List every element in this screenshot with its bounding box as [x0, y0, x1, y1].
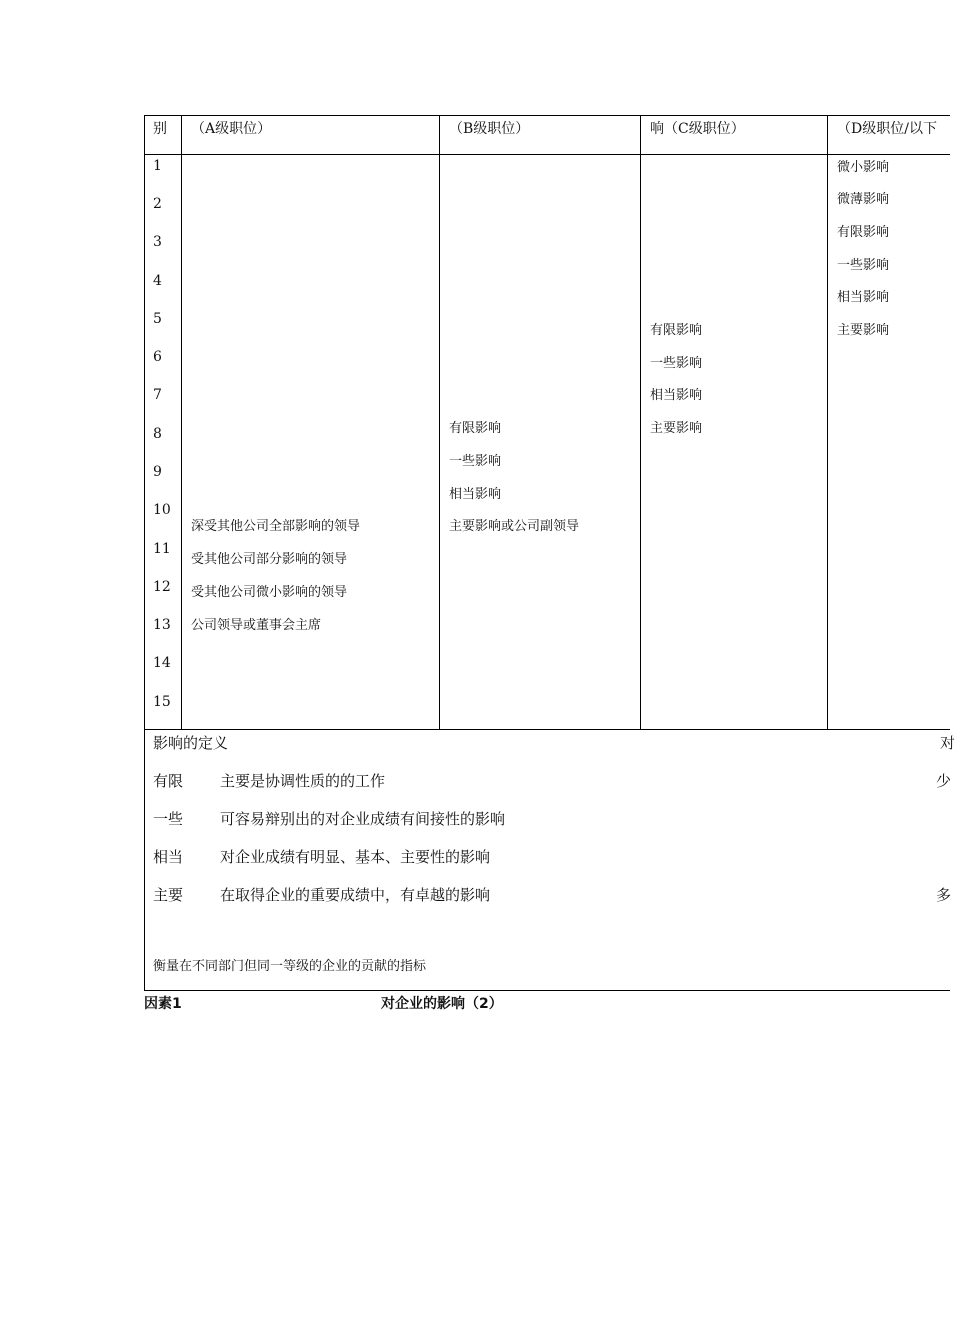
row-number: 2	[153, 196, 162, 212]
cell-c: 相当影响	[650, 388, 703, 403]
definition-right: 多	[936, 886, 952, 904]
header-level: 别	[153, 121, 167, 137]
row-number: 4	[153, 273, 162, 289]
definitions-title: 影响的定义	[153, 734, 229, 752]
header-b-level: （B级职位）	[449, 121, 530, 137]
table-bottom-divider	[144, 729, 950, 730]
col-divider-4	[827, 115, 828, 730]
definition-right: 少	[936, 772, 952, 790]
row-number: 15	[153, 694, 171, 710]
cell-b: 主要影响或公司副领导	[449, 519, 580, 534]
header-d-level: （D级职位/以下	[837, 121, 937, 137]
row-number: 10	[153, 502, 171, 518]
cell-b: 相当影响	[449, 487, 502, 502]
cell-d: 微薄影响	[837, 192, 890, 207]
definition-desc: 对企业成绩有明显、基本、主要性的影响	[220, 848, 491, 866]
header-c-level: 响（C级职位）	[650, 121, 745, 137]
definition-term: 有限	[153, 772, 184, 790]
row-number: 11	[153, 541, 171, 557]
definitions-note: 衡量在不同部门但同一等级的企业的贡献的指标	[153, 959, 427, 974]
cell-a: 深受其他公司全部影响的领导	[191, 519, 361, 534]
cell-d: 相当影响	[837, 290, 890, 305]
col-divider-1	[181, 115, 182, 730]
cell-d: 微小影响	[837, 160, 890, 175]
row-number: 14	[153, 655, 171, 671]
row-number: 13	[153, 617, 171, 633]
cell-c: 一些影响	[650, 356, 703, 371]
col-divider-2	[439, 115, 440, 730]
header-divider	[144, 154, 950, 155]
cell-a: 受其他公司部分影响的领导	[191, 552, 348, 567]
row-number: 12	[153, 579, 171, 595]
row-number: 7	[153, 387, 162, 403]
header-a-level: （A级职位）	[191, 121, 272, 137]
cell-c: 主要影响	[650, 421, 703, 436]
cell-b: 有限影响	[449, 421, 502, 436]
col-divider-3	[640, 115, 641, 730]
definition-desc: 在取得企业的重要成绩中，有卓越的影响	[220, 886, 491, 904]
cell-a: 公司领导或董事会主席	[191, 618, 322, 633]
definitions-title-right: 对	[940, 734, 955, 752]
definition-term: 相当	[153, 848, 184, 866]
row-number: 5	[153, 311, 162, 327]
row-number: 9	[153, 464, 162, 480]
row-number: 3	[153, 234, 162, 250]
row-number: 6	[153, 349, 162, 365]
section-title: 对企业的影响（2）	[381, 996, 503, 1012]
cell-a: 受其他公司微小影响的领导	[191, 585, 348, 600]
cell-b: 一些影响	[449, 454, 502, 469]
cell-d: 主要影响	[837, 323, 890, 338]
definition-term: 主要	[153, 886, 184, 904]
cell-d: 有限影响	[837, 225, 890, 240]
cell-d: 一些影响	[837, 258, 890, 273]
factor-label: 因素1	[144, 996, 182, 1012]
definition-desc: 主要是协调性质的的工作	[220, 772, 386, 790]
cell-c: 有限影响	[650, 323, 703, 338]
definition-term: 一些	[153, 810, 184, 828]
definition-desc: 可容易辩别出的对企业成绩有间接性的影响	[220, 810, 506, 828]
row-number: 1	[153, 158, 162, 174]
row-number: 8	[153, 426, 162, 442]
